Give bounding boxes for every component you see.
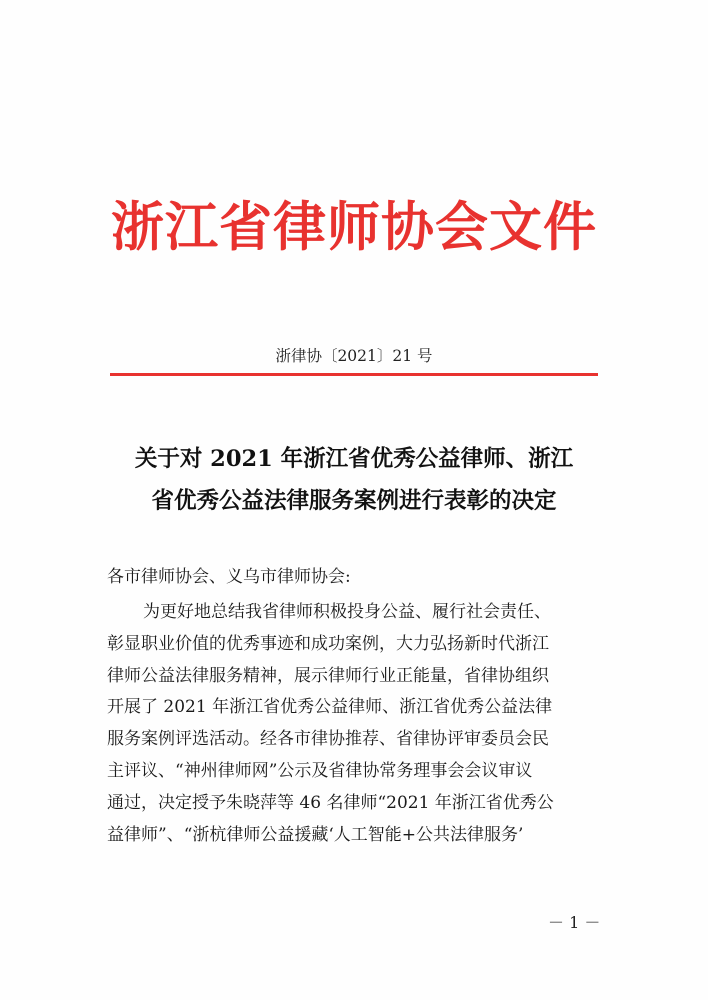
document-title bbox=[105, 438, 603, 522]
body-line: 通过，决定授予朱晓萍等 46 名律师“2021 年浙江省优秀公 bbox=[107, 792, 554, 813]
body-line: 开展了 2021 年浙江省优秀公益律师、浙江省优秀公益法律 bbox=[107, 697, 553, 718]
body-paragraph bbox=[107, 597, 607, 851]
body-line: 益律师”、“浙杭律师公益援藏‘人工智能+公共法律服务’ bbox=[107, 824, 524, 845]
document-title-line: 省优秀公益法律服务案例进行表彰的决定 bbox=[151, 488, 557, 514]
salutation: 各市律师协会、义乌市律师协会: bbox=[107, 567, 351, 587]
document-title-line: 关于对 2021 年浙江省优秀公益律师、浙江 bbox=[134, 446, 574, 472]
body-line: 为更好地总结我省律师积极投身公益、履行社会责任、 bbox=[143, 602, 551, 622]
document-header-title: 浙江省律师协会文件 bbox=[111, 197, 597, 258]
body-line: 主评议、“神州律师网”公示及省律协常务理事会会议审议 bbox=[107, 760, 533, 781]
body-line: 彰显职业价值的优秀事迹和成功案例，大力弘扬新时代浙江 bbox=[107, 633, 549, 654]
page-number: － 1 － bbox=[548, 913, 601, 932]
body-line: 律师公益法律服务精神，展示律师行业正能量，省律协组织 bbox=[107, 665, 549, 686]
document-number: 浙律协〔2021〕21 号 bbox=[275, 347, 433, 365]
red-divider-line bbox=[110, 373, 598, 376]
body-line: 服务案例评选活动。经各市律协推荐、省律协评审委员会民 bbox=[107, 729, 549, 750]
